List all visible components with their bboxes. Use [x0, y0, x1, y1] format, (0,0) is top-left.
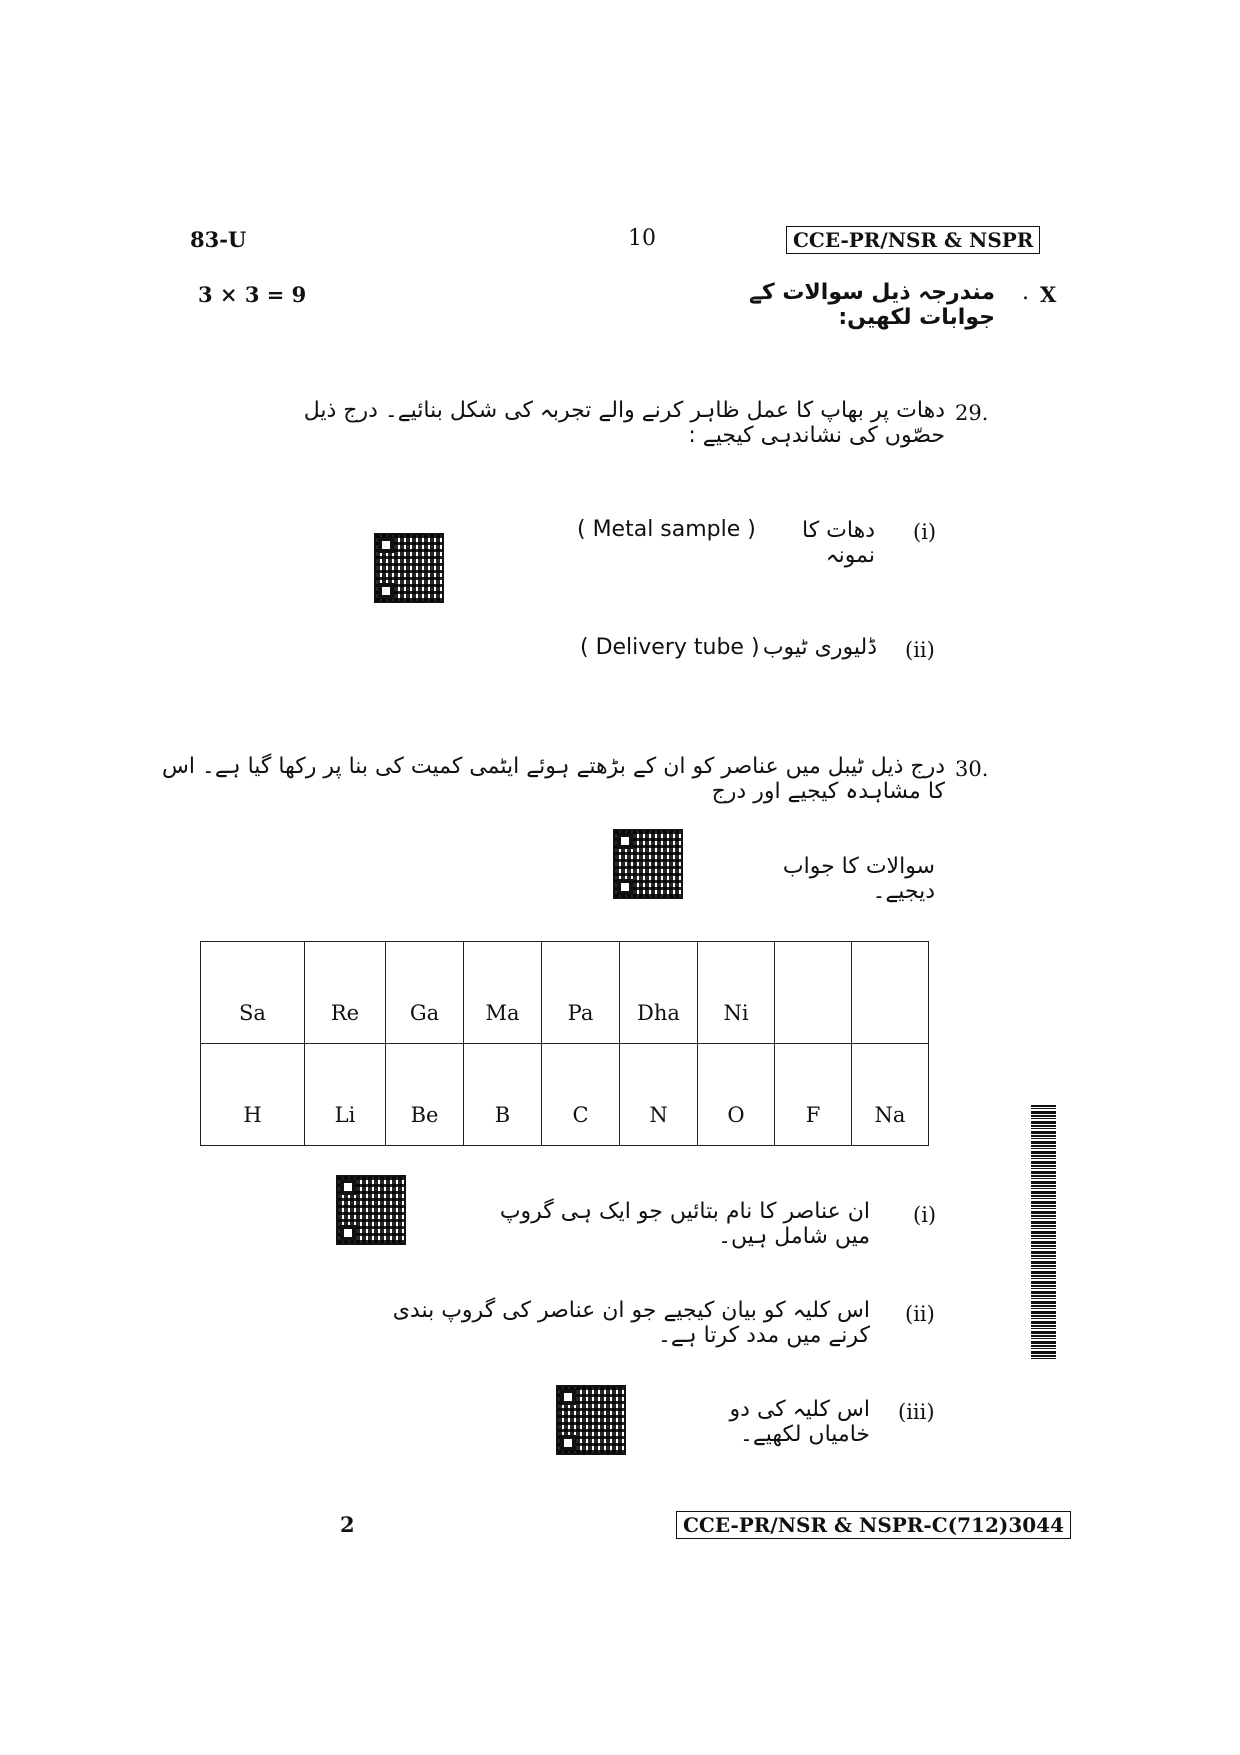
qr-code — [613, 829, 683, 899]
q29-part-i-english: ( Metal sample ) — [577, 517, 756, 542]
table-cell: Dha — [620, 942, 698, 1044]
q29-text: دھات پر بھاپ کا عمل ظاہر کرنے والے تجربہ کی شکل بنائیے۔ درج ذیل حصّوں کی نشاندہی کیجیے : — [303, 398, 945, 448]
q30-part-i-number: (i) — [913, 1203, 937, 1227]
section-instruction: مندرجہ ذیل سوالات کے جوابات لکھیں: — [748, 280, 995, 330]
table-cell: C — [542, 1044, 620, 1146]
q30-part-iii-number: (iii) — [898, 1400, 935, 1424]
q29-part-ii-number: (ii) — [905, 638, 935, 662]
table-cell: H — [201, 1044, 305, 1146]
footer-code-box: CCE-PR/NSR & NSPR-C(712)3044 — [676, 1511, 1071, 1539]
table-cell — [775, 942, 852, 1044]
table-cell: Re — [305, 942, 386, 1044]
q30-part-iii-text: اس کلیہ کی دو خامیاں لکھیے۔ — [729, 1397, 870, 1447]
q30-part-ii-number: (ii) — [905, 1302, 935, 1326]
page-number: 10 — [628, 226, 656, 251]
q29-number: 29. — [955, 401, 989, 425]
q30-text-line2: سوالات کا جواب دیجیے۔ — [782, 854, 935, 904]
table-cell: Li — [305, 1044, 386, 1146]
q29-part-ii-english: ( Delivery tube ) — [580, 635, 760, 660]
table-row — [201, 1044, 929, 1146]
q30-part-ii-text: اس کلیہ کو بیان کیجیے جو ان عناصر کی گروپ بندی کرنے میں مدد کرتا ہے۔ — [392, 1298, 870, 1348]
barcode — [1031, 1105, 1056, 1360]
q29-part-i-urdu: دھات کا نمونہ — [802, 518, 875, 568]
q30-text-line1: درج ذیل ٹیبل میں عناصر کو ان کے بڑھتے ہوئے ایٹمی کمیت کی بنا پر رکھا گیا ہے۔ اس کا مشاہدہ کیجیے اور درج — [161, 754, 945, 804]
qr-code — [556, 1385, 626, 1455]
qr-code — [374, 533, 444, 603]
q30-part-i-text: ان عناصر کا نام بتائیں جو ایک ہی گروپ میں شامل ہیں۔ — [499, 1199, 870, 1249]
table-cell: Be — [386, 1044, 464, 1146]
q29-part-ii-urdu: ڈلیوری ٹیوب — [762, 635, 877, 660]
section-dot: . — [1022, 280, 1029, 305]
table-cell: Sa — [201, 942, 305, 1044]
elements-table — [200, 941, 929, 1146]
section-marks: 3 × 3 = 9 — [198, 282, 307, 307]
table-cell: Na — [852, 1044, 929, 1146]
table-cell: Pa — [542, 942, 620, 1044]
header-code-box: CCE-PR/NSR & NSPR — [786, 226, 1040, 254]
table-cell: O — [698, 1044, 775, 1146]
paper-code: 83-U — [190, 227, 247, 252]
table-cell — [852, 942, 929, 1044]
table-cell: N — [620, 1044, 698, 1146]
qr-code — [336, 1175, 406, 1245]
table-cell: F — [775, 1044, 852, 1146]
table-cell: B — [464, 1044, 542, 1146]
q30-number: 30. — [955, 757, 989, 781]
footer-page: 2 — [340, 1512, 355, 1537]
table-cell: Ni — [698, 942, 775, 1044]
section-label: X — [1040, 282, 1057, 307]
q29-part-i-number: (i) — [913, 520, 937, 544]
table-row — [201, 942, 929, 1044]
table-cell: Ga — [386, 942, 464, 1044]
table-cell: Ma — [464, 942, 542, 1044]
